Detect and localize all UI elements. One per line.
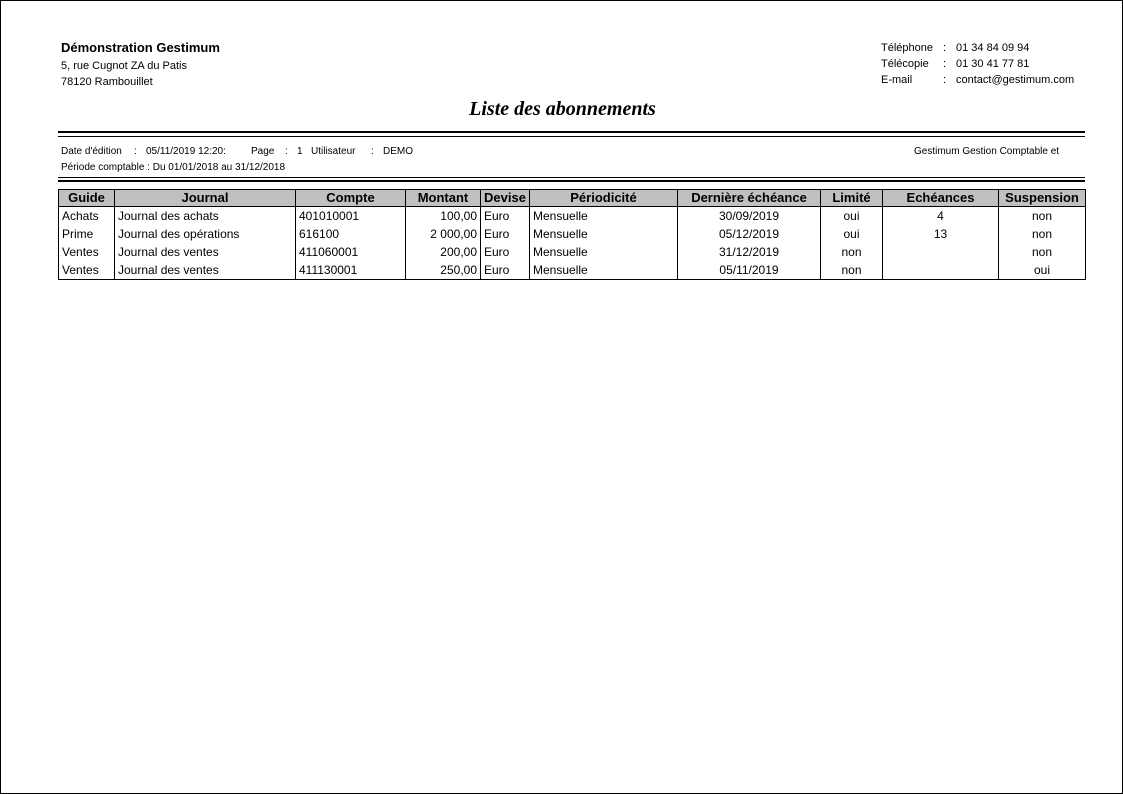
cell-montant: 100,00 — [406, 207, 481, 226]
cell-limite: oui — [821, 225, 883, 243]
company-block — [61, 41, 220, 90]
table-rule-thin — [58, 177, 1085, 178]
col-header-compte: Compte — [296, 190, 406, 207]
edition-info — [61, 146, 413, 157]
software-name: Gestimum Gestion Comptable et — [914, 146, 1060, 157]
cell-devise: Euro — [481, 243, 530, 261]
cell-suspension: oui — [999, 261, 1086, 280]
cell-derniere-echeance: 05/12/2019 — [678, 225, 821, 243]
cell-periodicite: Mensuelle — [530, 207, 678, 226]
table-row — [59, 243, 1086, 261]
col-header-derniere-echeance: Dernière échéance — [678, 190, 821, 207]
cell-echeances: 13 — [883, 225, 999, 243]
fax-label: Télécopie — [881, 58, 929, 70]
cell-devise: Euro — [481, 207, 530, 226]
contact-block — [881, 41, 1074, 89]
cell-compte: 411060001 — [296, 243, 406, 261]
cell-periodicite: Mensuelle — [530, 225, 678, 243]
col-header-guide: Guide — [59, 190, 115, 207]
company-name: Démonstration Gestimum — [61, 40, 220, 55]
cell-guide: Ventes — [59, 261, 115, 280]
cell-derniere-echeance: 31/12/2019 — [678, 243, 821, 261]
cell-compte: 411130001 — [296, 261, 406, 280]
page-number: 1 — [297, 146, 303, 157]
col-header-limite: Limité — [821, 190, 883, 207]
cell-compte: 616100 — [296, 225, 406, 243]
col-header-echeances: Echéances — [883, 190, 999, 207]
subscriptions-table — [58, 189, 1086, 280]
email-label: E-mail — [881, 74, 913, 86]
user-value: DEMO — [383, 146, 413, 157]
report-title: Liste des abonnements — [469, 98, 656, 120]
table-row — [59, 261, 1086, 280]
col-header-suspension: Suspension — [999, 190, 1086, 207]
col-header-devise: Devise — [481, 190, 530, 207]
cell-journal: Journal des ventes — [115, 261, 296, 280]
cell-journal: Journal des opérations — [115, 225, 296, 243]
col-header-journal: Journal — [115, 190, 296, 207]
phone-label: Téléphone — [881, 42, 933, 54]
edit-date-label: Date d'édition — [61, 146, 122, 157]
cell-journal: Journal des achats — [115, 207, 296, 226]
page-label: Page — [251, 146, 275, 157]
edit-date-value: 05/11/2019 12:20: — [146, 146, 226, 157]
cell-limite: oui — [821, 207, 883, 226]
contact-email-row — [881, 73, 1074, 89]
table-row — [59, 225, 1086, 243]
cell-periodicite: Mensuelle — [530, 261, 678, 280]
cell-echeances: 4 — [883, 207, 999, 226]
cell-devise: Euro — [481, 261, 530, 280]
cell-montant: 250,00 — [406, 261, 481, 280]
col-header-periodicite: Périodicité — [530, 190, 678, 207]
header-rule-thin — [58, 136, 1085, 137]
table-rule-thick — [58, 180, 1085, 182]
cell-suspension: non — [999, 207, 1086, 226]
email-value: contact@gestimum.com — [956, 74, 1075, 86]
cell-periodicite: Mensuelle — [530, 243, 678, 261]
contact-phone-row — [881, 41, 1074, 57]
contact-fax-row — [881, 57, 1074, 73]
company-address-line2: 78120 Rambouillet — [61, 76, 153, 88]
fax-value: 01 30 41 77 81 — [956, 58, 1030, 70]
cell-echeances — [883, 261, 999, 280]
cell-guide: Prime — [59, 225, 115, 243]
company-address-line1: 5, rue Cugnot ZA du Patis — [61, 60, 187, 72]
table-header-row — [59, 190, 1086, 207]
header-rule-thick — [58, 131, 1085, 133]
cell-suspension: non — [999, 243, 1086, 261]
cell-guide: Ventes — [59, 243, 115, 261]
cell-devise: Euro — [481, 225, 530, 243]
phone-separator: : — [943, 42, 947, 54]
cell-montant: 2 000,00 — [406, 225, 481, 243]
col-header-montant: Montant — [406, 190, 481, 207]
phone-value: 01 34 84 09 94 — [956, 42, 1030, 54]
cell-limite: non — [821, 261, 883, 280]
user-sep: : — [371, 146, 374, 157]
fax-separator: : — [943, 58, 947, 70]
cell-guide: Achats — [59, 207, 115, 226]
user-label: Utilisateur — [311, 146, 356, 157]
cell-limite: non — [821, 243, 883, 261]
cell-montant: 200,00 — [406, 243, 481, 261]
accounting-period: Période comptable : Du 01/01/2018 au 31/12/2018 — [61, 162, 286, 173]
page-sep: : — [285, 146, 288, 157]
cell-compte: 401010001 — [296, 207, 406, 226]
table-row — [59, 207, 1086, 226]
edit-date-sep: : — [134, 146, 137, 157]
email-separator: : — [943, 74, 947, 86]
cell-derniere-echeance: 30/09/2019 — [678, 207, 821, 226]
cell-journal: Journal des ventes — [115, 243, 296, 261]
cell-echeances — [883, 243, 999, 261]
cell-suspension: non — [999, 225, 1086, 243]
cell-derniere-echeance: 05/11/2019 — [678, 261, 821, 280]
